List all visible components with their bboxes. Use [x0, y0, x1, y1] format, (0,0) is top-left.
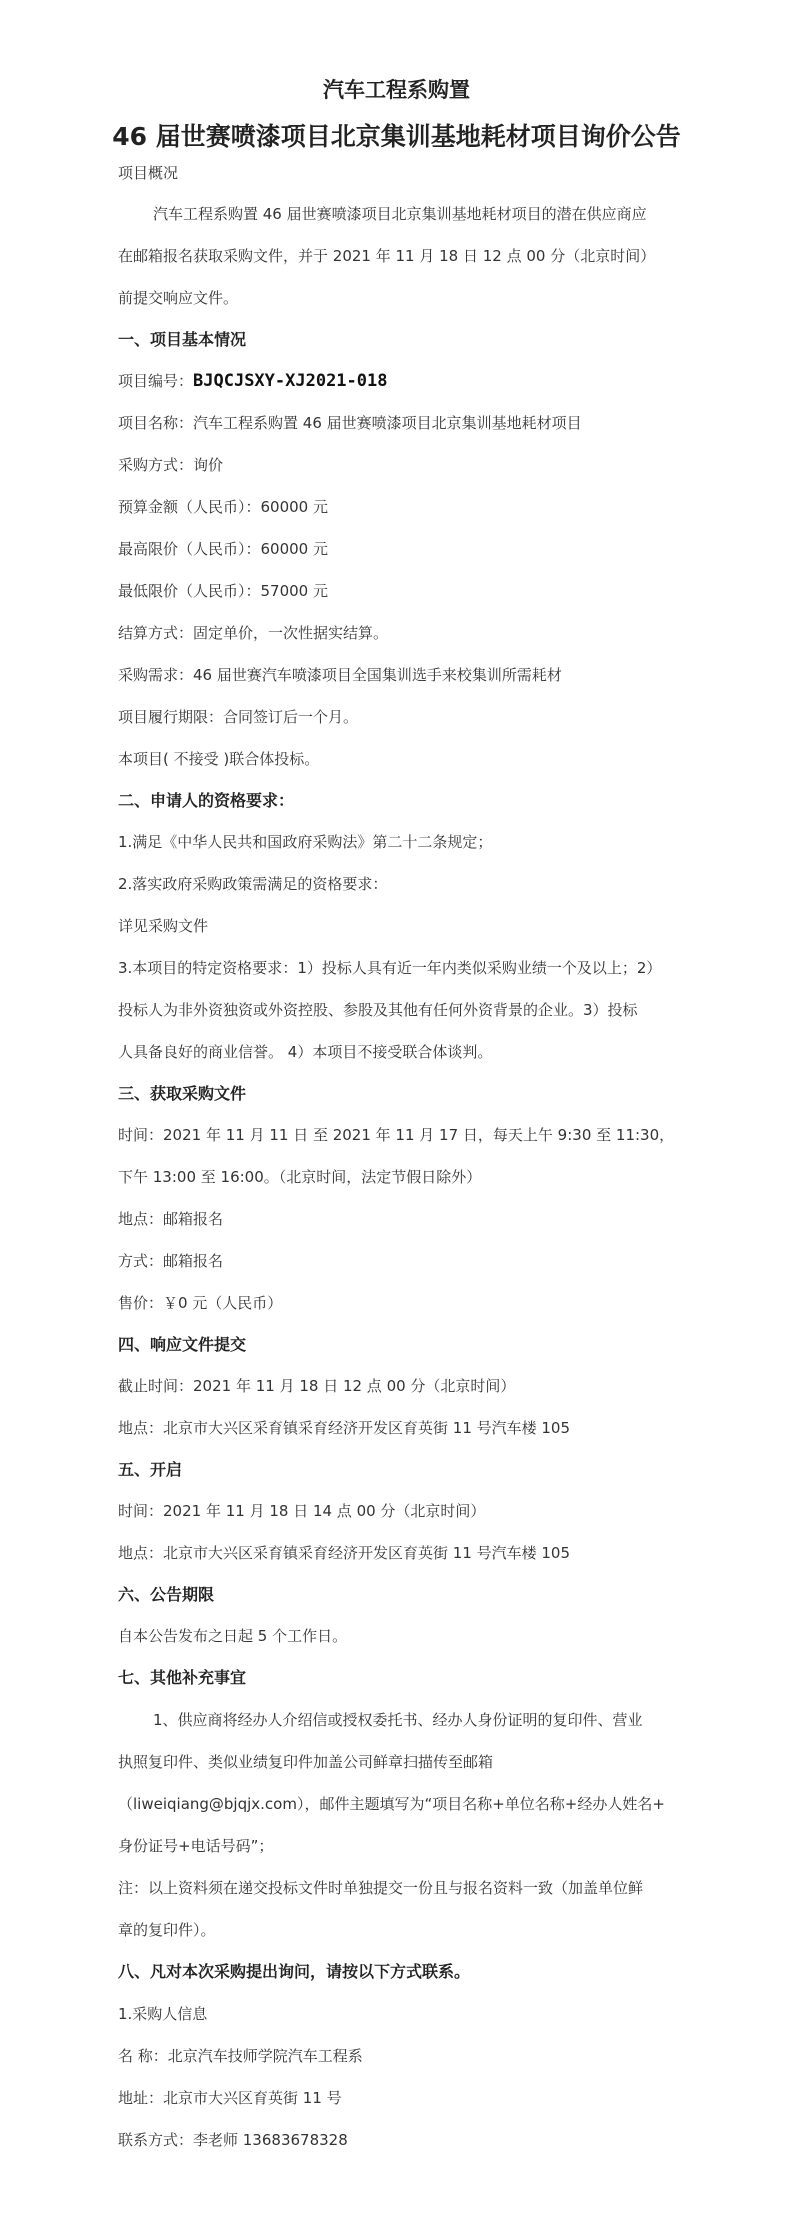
contact-line: 联系方式：李老师 13683678328 [118, 2131, 348, 2149]
document-info-line: 地点：邮箱报名 [118, 1210, 224, 1228]
notice-period-line: 自本公告发布之日起 5 个工作日。 [118, 1627, 348, 1645]
section-5-heading: 五、开启 [118, 1460, 183, 1479]
document-info-line: 方式：邮箱报名 [118, 1252, 224, 1270]
supplement-line: 章的复印件）。 [118, 1921, 216, 1939]
qualification-line: 1.满足《中华人民共和国政府采购法》第二十二条规定； [118, 833, 493, 851]
supplement-line: （liweiqiang@bjqjx.com），邮件主题填写为“项目名称+单位名称+经办人姓名+ [118, 1795, 665, 1813]
qualification-line: 详见采购文件 [118, 917, 209, 935]
section-1-heading: 一、项目基本情况 [118, 330, 247, 349]
supplement-line: 执照复印件、类似业绩复印件加盖公司鲜章扫描传至邮箱 [118, 1753, 494, 1771]
submission-info-line: 地点：北京市大兴区采育镇采育经济开发区育英街 11 号汽车楼 105 [118, 1419, 571, 1437]
overview-label: 项目概况 [118, 164, 179, 182]
supplement-line: 身份证号+电话号码”； [118, 1837, 274, 1855]
overview-line: 在邮箱报名获取采购文件，并于 2021 年 11 月 18 日 12 点 00 分（北京时间） [118, 247, 656, 265]
project-info-item: 项目名称：汽车工程系购置 46 届世赛喷漆项目北京集训基地耗材项目 [118, 414, 582, 432]
qualification-line: 投标人为非外资独资或外资控股、参股及其他有任何外资背景的企业。3）投标 [118, 1001, 638, 1019]
overview-line: 前提交响应文件。 [118, 289, 239, 307]
contact-line: 名 称：北京汽车技师学院汽车工程系 [118, 2047, 363, 2065]
contact-line: 地址：北京市大兴区育英街 11 号 [118, 2089, 342, 2107]
section-6-heading: 六、公告期限 [118, 1585, 215, 1604]
project-number-label: 项目编号： [118, 372, 194, 390]
title-line-2: 46 届世赛喷漆项目北京集训基地耗材项目询价公告 [112, 122, 681, 151]
project-number-row [118, 370, 387, 392]
submission-info-line: 截止时间：2021 年 11 月 18 日 12 点 00 分（北京时间） [118, 1377, 516, 1395]
project-info-item: 本项目( 不接受 )联合体投标。 [118, 750, 320, 768]
section-2-heading: 二、申请人的资格要求： [118, 791, 295, 810]
section-4-heading: 四、响应文件提交 [118, 1335, 247, 1354]
title-line-1: 汽车工程系购置 [323, 78, 470, 102]
document-info-line: 时间：2021 年 11 月 11 日 至 2021 年 11 月 17 日，每天上午 9:30 至 11:30， [118, 1126, 675, 1144]
qualification-line: 人具备良好的商业信誉。 4）本项目不接受联合体谈判。 [118, 1043, 493, 1061]
project-info-item: 采购需求：46 届世赛汽车喷漆项目全国集训选手来校集训所需耗材 [118, 666, 562, 684]
supplement-line: 注：以上资料须在递交投标文件时单独提交一份且与报名资料一致（加盖单位鲜 [118, 1879, 644, 1897]
project-info-item: 采购方式：询价 [118, 456, 224, 474]
opening-info-line: 地点：北京市大兴区采育镇采育经济开发区育英街 11 号汽车楼 105 [118, 1544, 571, 1562]
project-info-item: 最高限价（人民币）：60000 元 [118, 540, 328, 558]
project-info-item: 预算金额（人民币）：60000 元 [118, 498, 328, 516]
section-7-heading: 七、其他补充事宜 [118, 1668, 247, 1687]
project-info-item: 最低限价（人民币）：57000 元 [118, 582, 328, 600]
project-number-value: BJQCJSXY-XJ2021-018 [193, 371, 388, 391]
supplement-line: 1、供应商将经办人介绍信或授权委托书、经办人身份证明的复印件、营业 [153, 1711, 643, 1729]
project-info-item: 项目履行期限：合同签订后一个月。 [118, 708, 359, 726]
document-info-line: 下午 13:00 至 16:00。（北京时间，法定节假日除外） [118, 1168, 482, 1186]
section-3-heading: 三、获取采购文件 [118, 1084, 247, 1103]
opening-info-line: 时间：2021 年 11 月 18 日 14 点 00 分（北京时间） [118, 1502, 486, 1520]
qualification-line: 3.本项目的特定资格要求：1）投标人具有近一年内类似采购业绩一个及以上；2） [118, 959, 662, 977]
project-info-item: 结算方式：固定单价，一次性据实结算。 [118, 624, 389, 642]
contact-line: 1.采购人信息 [118, 2005, 208, 2023]
section-8-heading: 八、凡对本次采购提出询问，请按以下方式联系。 [118, 1962, 471, 1981]
overview-line: 汽车工程系购置 46 届世赛喷漆项目北京集训基地耗材项目的潜在供应商应 [153, 205, 647, 223]
document-info-line: 售价：￥0 元（人民币） [118, 1294, 283, 1312]
qualification-line: 2.落实政府采购政策需满足的资格要求： [118, 875, 388, 893]
